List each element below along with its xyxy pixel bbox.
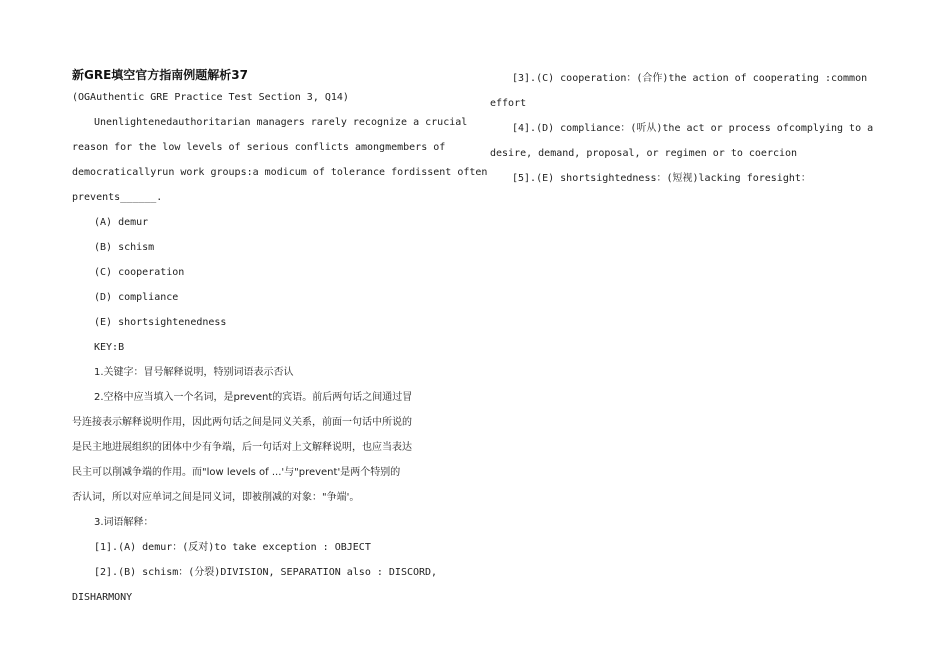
gloss-line: [3].(C) cooperation：(合作)the action of cooperating :common <box>512 73 868 84</box>
analysis-line: 否认词，所以对应单词之间是同义词，即被削减的对象："争端'。 <box>72 492 360 503</box>
answer-option-d: (D) compliance <box>94 292 179 303</box>
stem-line: reason for the low levels of serious conflicts amongmembers of <box>72 142 446 153</box>
question-stem <box>72 110 468 135</box>
gloss-line: effort <box>490 98 527 109</box>
left-column <box>72 66 488 610</box>
analysis-point-2 <box>72 385 464 510</box>
answer-option-b: (B) schism <box>94 242 155 253</box>
answer-option-e: (E) shortsightenedness <box>94 317 227 328</box>
gloss-shortsightedness: [5].(E) shortsightedness：(短视)lacking foresight： <box>512 173 811 184</box>
analysis-line: 号连接表示解释说明作用，因此两句话之间是同义关系，前面一句话中所说的 <box>72 417 412 428</box>
page-title: 新GRE填空官方指南例题解析37 <box>72 68 248 82</box>
gloss-line: desire, demand, proposal, or regimen or to coercion <box>490 148 798 159</box>
answer-option-c: (C) cooperation <box>94 267 185 278</box>
gloss-compliance <box>490 116 874 166</box>
gloss-line: DISHARMONY <box>72 592 133 603</box>
gloss-demur: [1].(A) demur：(反对)to take exception : OBJECT <box>94 542 371 553</box>
gloss-line: [4].(D) compliance：(听从)the act or process ofcomplying to a <box>512 123 874 134</box>
question-source: (OGAuthentic GRE Practice Test Section 3, Q14) <box>72 92 349 103</box>
gloss-cooperation <box>490 66 868 116</box>
analysis-line: 是民主地进展组织的团体中少有争端，后一句话对上文解释说明，也应当表达 <box>72 442 412 453</box>
stem-line: democraticallyrun work groups:a modicum of tolerance fordissent often <box>72 167 488 178</box>
gloss-schism <box>72 560 464 610</box>
question-stem-cont <box>72 135 488 210</box>
right-column <box>490 66 874 191</box>
analysis-point-3: 3.词语解释： <box>94 517 154 528</box>
answer-option-a: (A) demur <box>94 217 149 228</box>
stem-line: Unenlightenedauthoritarian managers rarely recognize a crucial <box>94 117 468 128</box>
answer-key: KEY:B <box>94 342 125 353</box>
analysis-line: 2.空格中应当填入一个名词，是prevent的宾语。前后两句话之间通过冒 <box>94 392 413 403</box>
stem-line: prevents______. <box>72 192 163 203</box>
analysis-line: 民主可以削减争端的作用。而"low levels of ...'与"prevent'是两个特别的 <box>72 467 401 478</box>
gloss-line: [2].(B) schism：(分裂)DIVISION, SEPARATION also : DISCORD, <box>94 567 438 578</box>
analysis-point-1: 1.关键字：冒号解释说明，特别词语表示否认 <box>94 367 294 378</box>
